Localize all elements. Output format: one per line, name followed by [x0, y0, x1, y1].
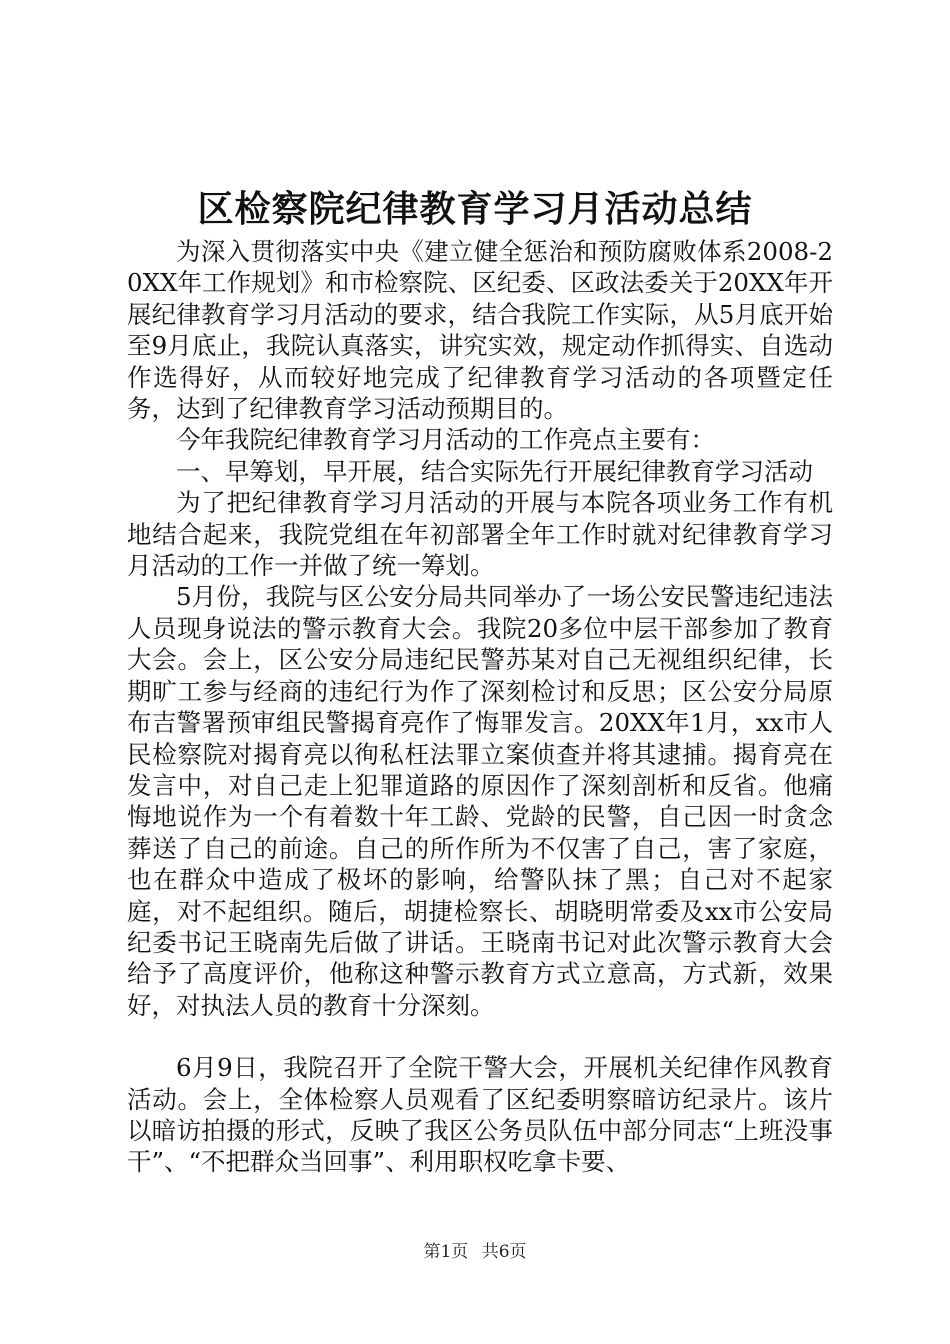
document-title: 区检察院纪律教育学习月活动总结 — [197, 188, 753, 230]
paragraph-highlights-lead: 今年我院纪律教育学习月活动的工作亮点主要有： — [176, 425, 715, 455]
paragraph-may-meeting: 5月份，我院与区公安分局共同举办了一场公安民警违纪违法人员现身说法的警示教育大会。我院20多位中层干部参加了教育大会。会上，区公安分局违纪民警苏某对自己无视组织纪律，长期旷工参与经商的违纪行为作了深刻检讨和反思；区公安分局原布吉警署预审组民警揭育亮作了悔罪发言。20XX年1月，xx市人民检察院对揭育亮以徇私枉法罪立案侦查并将其逮捕。揭育亮在发言中，对自己走上犯罪道路的原因作了深刻剖析和反省。他痛悔地说作为一个有着数十年工龄、党龄的民警，自己因一时贪念葬送了自己的前途。自己的所作所为不仅害了自己，害了家庭，也在群众中造成了极坏的影响，给警队抹了黑；自己对不起家庭，对不起组织。随后，胡捷检察长、胡晓明常委及xx市公安局纪委书记王晓南先后做了讲话。王晓南书记对此次警示教育大会给予了高度评价，他称这种警示教育方式立意高，方式新，效果好，对执法人员的教育十分深刻。 — [127, 582, 833, 1020]
page-footer — [0, 1240, 950, 1264]
paragraph-intro: 为深入贯彻落实中央《建立健全惩治和预防腐败体系2008-20XX年工作规划》和市检察院、区纪委、区政法委关于20XX年开展纪律教育学习月活动的要求，结合我院工作实际，从5月底开始至9月底止，我院认真落实，讲究实效，规定动作抓得实、自选动作选得好，从而较好地完成了纪律教育学习活动的各项暨定任务，达到了纪律教育学习活动预期目的。 — [127, 237, 833, 424]
section-heading-1: 一、早筹划，早开展，结合实际先行开展纪律教育学习活动 — [176, 456, 813, 486]
paragraph-planning: 为了把纪律教育学习月活动的开展与本院各项业务工作有机地结合起来，我院党组在年初部署全年工作时就对纪律教育学习月活动的工作一并做了统一筹划。 — [127, 488, 833, 581]
paragraph-june-meeting: 6月9日，我院召开了全院干警大会，开展机关纪律作风教育活动。会上，全体检察人员观看了区纪委明察暗访纪录片。该片以暗访拍摄的形式，反映了我区公务员队伍中部分同志“上班没事干”、“不把群众当回事”、利用职权吃拿卡要、 — [127, 1053, 833, 1177]
document-body — [127, 236, 833, 1178]
page-total: 共6页 — [481, 1242, 527, 1262]
page-number: 第1页 — [423, 1242, 469, 1262]
paragraph-spacer — [127, 1021, 833, 1052]
